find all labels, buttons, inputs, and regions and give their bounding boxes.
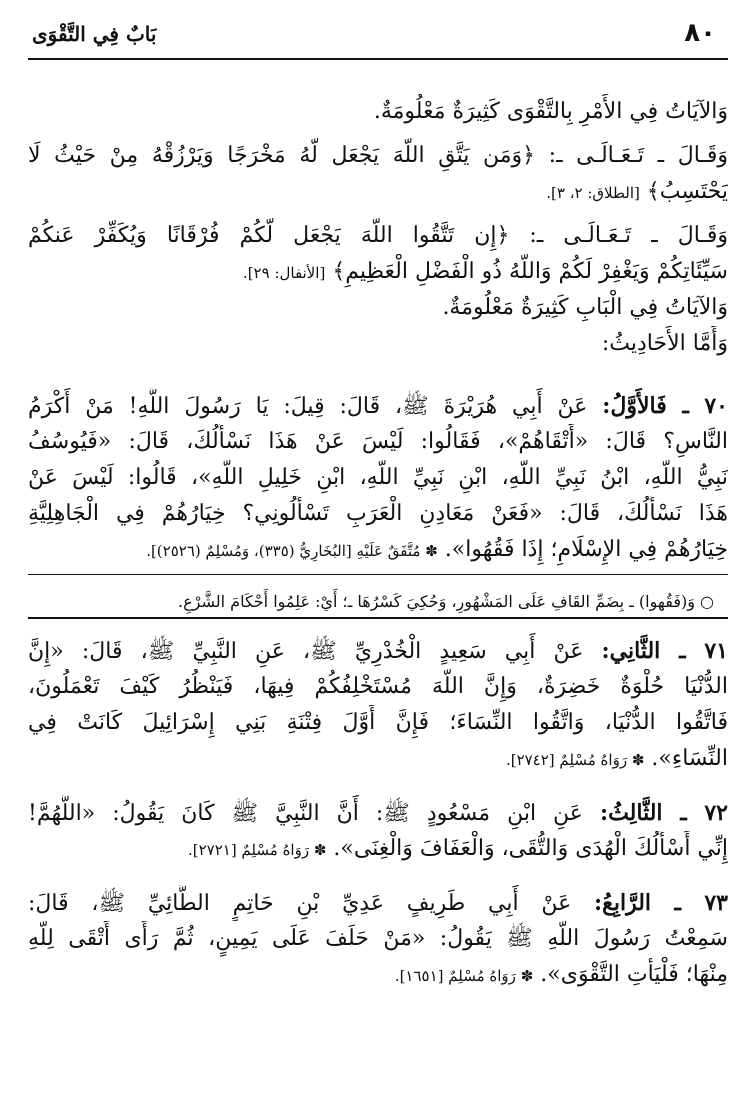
hadith-number: ٧٢ ـ الثَّالِثُ: bbox=[599, 800, 728, 826]
hadith-72 bbox=[28, 795, 728, 867]
verse-talaq-end bbox=[28, 174, 728, 210]
hadith-line: فَاتَّقُوا الدُّنْيَا، وَاتَّقُوا النِّسَاءَ؛ فَإِنَّ أَوَّلَ فِتْنَةِ بَنِي إِسْرَائِيلَ كَانَتْ فِي bbox=[28, 710, 728, 735]
hadith-line bbox=[28, 831, 728, 867]
hadith-text: النِّسَاءِ». bbox=[651, 746, 728, 771]
note-divider bbox=[28, 574, 728, 575]
hadith-text: عَنْ أَبِي طَرِيفٍ عَدِيِّ بْنِ حَاتِمٍ الطَّائِيِّ ﷺ، قَالَ: bbox=[28, 891, 572, 916]
hadith-70 bbox=[28, 388, 728, 617]
hadith-text: عَنْ أَبِي هُرَيْرَةَ ﷺ، قَالَ: قِيلَ: يَا رَسُولَ اللَّهِ! مَنْ أَكْرَمُ bbox=[28, 394, 588, 419]
intro-line: وَالآيَاتُ فِي الْبَابِ كَثِيرَةٌ مَعْلُومَةٌ. bbox=[442, 295, 728, 320]
verse-anfal-line: وَقَـالَ ـ تَـعَـالَـى ـ: ﴿إِن تَتَّقُوا اللَّهَ يَجْعَل لَّكُمْ فُرْقَانًا وَيُكَفِّرْ عَنكُمْ bbox=[28, 223, 728, 248]
hadith-number: ٧٠ ـ فَالأَوَّلُ: bbox=[602, 393, 728, 419]
verse-text: يَحْتَسِبُ﴾ bbox=[646, 179, 728, 204]
hadith-line bbox=[28, 795, 728, 831]
hadith-71 bbox=[28, 633, 728, 777]
page-content bbox=[28, 94, 728, 993]
intro-line: وَأَمَّا الأَحَادِيثُ: bbox=[601, 331, 728, 356]
verse-reference: [الطلاق: ٢، ٣]. bbox=[546, 184, 640, 202]
hadith-text: عَنِ ابْنِ مَسْعُودٍ ﷺ: أَنَّ النَّبِيَّ ﷺ كَانَ يَقُولُ: «اللَّهُمَّ! bbox=[28, 801, 583, 826]
hadith-text: مِنْهَا؛ فَلْيَأْتِ التَّقْوَى». bbox=[540, 962, 728, 987]
hadith-reference: ✽ مُتَّفَقٌ عَلَيْهِ [البُخَارِيُّ (٣٣٥)، وَمُسْلِمٌ (٢٥٢٦)]. bbox=[146, 542, 438, 560]
intro-line: وَالآيَاتُ فِي الأَمْرِ بِالتَّقْوَى كَثِيرَةٌ مَعْلُومَةٌ. bbox=[373, 99, 728, 124]
page-number: ٨٠ bbox=[684, 18, 716, 48]
verse-anfal-end bbox=[28, 254, 728, 290]
hadith-text: إِنِّي أَسْأَلُكَ الْهُدَى وَالتُّقَى، وَالْعَفَافَ وَالْغِنَى». bbox=[333, 836, 728, 861]
verse-text: سَيِّئَاتِكُمْ وَيَغْفِرْ لَكُمْ وَاللَّهُ ذُو الْفَضْلِ الْعَظِيمِ﴾ bbox=[332, 259, 728, 284]
hadith-line bbox=[28, 885, 728, 921]
hadith-reference: ✽ رَوَاهُ مُسْلِمٌ [٢٧٢١]. bbox=[187, 841, 327, 859]
intro-section bbox=[28, 94, 728, 362]
hadith-line bbox=[28, 957, 728, 993]
hadith-line bbox=[28, 388, 728, 424]
hadith-73 bbox=[28, 885, 728, 993]
hadith-text: خِيَارُهُمْ فِي الإِسْلَامِ؛ إِذَا فَقُهُوا». bbox=[444, 537, 728, 562]
hadith-text: عَنْ أَبِي سَعِيدٍ الْخُدْرِيِّ ﷺ، عَنِ النَّبِيِّ ﷺ، قَالَ: «إِنَّ bbox=[28, 639, 584, 664]
section-divider bbox=[28, 617, 728, 619]
hadith-line bbox=[28, 532, 728, 568]
verse-talaq-line: وَقَـالَ ـ تَـعَـالَـى ـ: ﴿وَمَن يَتَّقِ اللَّهَ يَجْعَل لَّهُ مَخْرَجًا وَيَرْزُقْهُ مِنْ حَيْثُ لَا bbox=[28, 143, 728, 168]
hadith-line bbox=[28, 741, 728, 777]
hadith-reference: ✽ رَوَاهُ مُسْلِمٌ [٢٧٤٢]. bbox=[505, 751, 645, 769]
hadith-line: النَّاسِ؟ قَالَ: «أَتْقَاهُمْ»، فَقَالُوا: لَيْسَ عَنْ هَذَا نَسْأَلُكَ، قَالَ: «فَيُوسُفُ bbox=[28, 429, 728, 454]
hadith-line: هَذَا نَسْأَلُكَ، قَالَ: «فَعَنْ مَعَادِنِ الْعَرَبِ تَسْأَلُونِي؟ خِيَارُهُمْ فِي الْجَاهِلِيَّةِ bbox=[28, 501, 728, 526]
hadith-line: الدُّنْيَا حُلْوَةٌ خَضِرَةٌ، وَإِنَّ اللَّهَ مُسْتَخْلِفُكُمْ فِيهَا، فَيَنْظُرُ كَيْفَ تَعْمَلُونَ، bbox=[28, 674, 728, 699]
book-page bbox=[28, 18, 728, 1098]
chapter-title: بَابٌ فِي التَّقْوَى bbox=[32, 22, 157, 46]
hadith-reference: ✽ رَوَاهُ مُسْلِمٌ [١٦٥١]. bbox=[394, 967, 534, 985]
page-header bbox=[28, 18, 728, 60]
footnote: ○ وَ(فَقُهوا) ـ بِضَمِّ القَافِ عَلَى المَشْهُورِ، وَحُكِيَ كَسْرُهَا ـ؛ أَيْ: عَلِمُوا أَحْكَامَ الشَّرْعِ. bbox=[178, 592, 714, 611]
verse-reference: [الأنفال: ٢٩]. bbox=[242, 264, 326, 282]
hadith-line bbox=[28, 633, 728, 669]
hadith-line: سَمِعْتُ رَسُولَ اللَّهِ ﷺ يَقُولُ: «مَنْ حَلَفَ عَلَى يَمِينٍ، ثُمَّ رَأَى أَتْقَى لِلَّهِ bbox=[28, 926, 728, 951]
hadith-number: ٧٣ ـ الرَّابِعُ: bbox=[594, 890, 728, 916]
hadith-number: ٧١ ـ الثَّانِي: bbox=[601, 638, 728, 664]
hadith-line: نَبِيُّ اللَّهِ، ابْنُ نَبِيِّ اللَّهِ، ابْنِ نَبِيِّ اللَّهِ، ابْنِ خَلِيلِ اللَّهِ»، قَالُوا: لَيْسَ عَنْ bbox=[28, 465, 728, 490]
